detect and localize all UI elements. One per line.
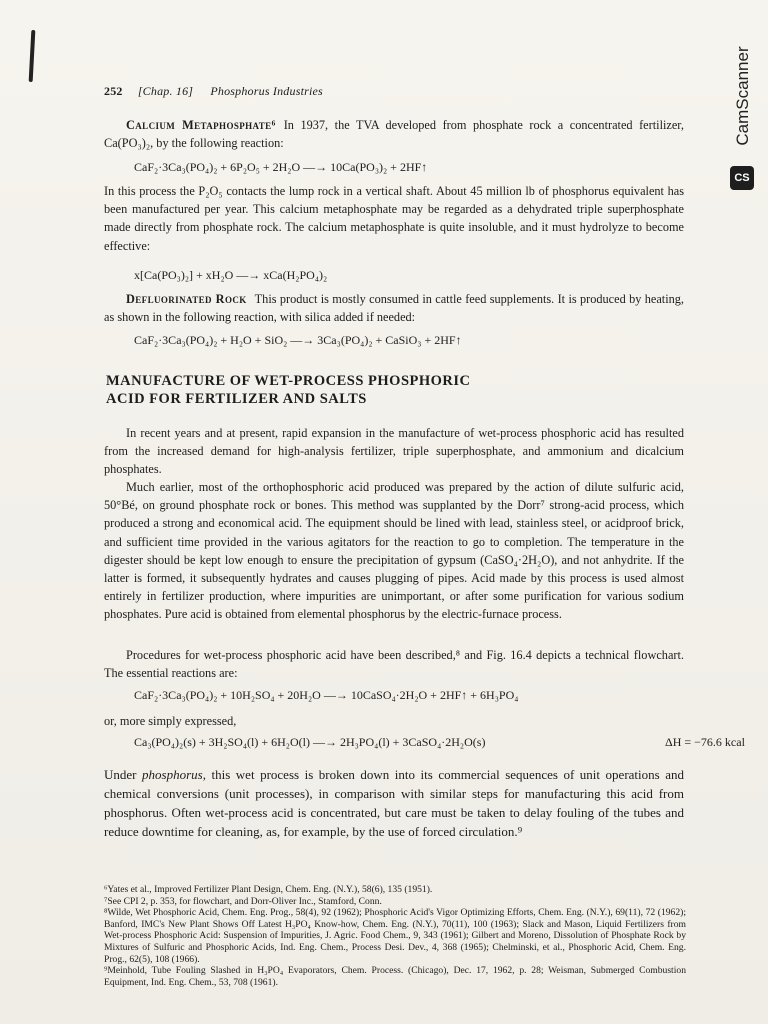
process-paragraph: In this process the P₂O₅ contacts the lump rock in a vertical shaft. About 45 million lb of phosphorus equivalent has been manufactured per year. This calcium metaphosphate may be regarded as a dehydrated triple superphosphate made directly from phosphate rock. The calcium metaphosphate is quite insoluble, and it must hydrolyze to become effective: bbox=[104, 184, 684, 253]
paragraph-text-start: Under bbox=[104, 767, 143, 782]
paragraph-text-rest: this wet process is broken down into its commercial sequences of unit operations and chemical conversions (unit processes), in comparison with similar steps for manufacturing this acid from phosphorus. Often wet-process acid is concentrated, but care must be taken to delay fouling of the tubes and reduce downtime for cleaning, as, for example, by the use of forced circulation.⁹ bbox=[104, 767, 684, 839]
equation-1: CaF₂·3Ca₃(PO₄)₂ + 6P₂O₅ + 2H₂O —→ 10Ca(PO₃)₂ + 2HF↑ bbox=[134, 160, 428, 174]
footnote-9: ⁹Meinhold, Tube Fouling Slashed in H₃PO₄ Evaporators, Chem. Process. (Chicago), Dec. 17, 1962, p. 28; Weisman, Submerged Combustion Equipment, Ind. Eng. Chem., 53, 708 (1961). bbox=[104, 965, 686, 988]
recent-years-paragraph: In recent years and at present, rapid expansion in the manufacture of wet-process phosphoric acid has resulted from the increased demand for high-analysis fertilizer, triple superphosphate, and ammonium and dicalcium phosphates. bbox=[104, 426, 684, 477]
chapter-label: [Chap. 16] bbox=[137, 84, 194, 98]
procedures-paragraph: Procedures for wet-process phosphoric acid have been described,⁸ and Fig. 16.4 depicts a technical flowchart. The essential reactions are: bbox=[104, 648, 684, 681]
camscanner-label: CamScanner bbox=[733, 46, 752, 146]
equation-4: CaF₂·3Ca₃(PO₄)₂ + 10H₂SO₄ + 20H₂O —→ 10CaSO₄·2H₂O + 2HF↑ + 6H₃PO₄ bbox=[134, 688, 519, 702]
book-title: Phosphorus Industries bbox=[210, 84, 323, 98]
calcium-metaphosphate-paragraph bbox=[104, 116, 684, 152]
camscanner-logo-icon: CS bbox=[730, 166, 754, 190]
equation-5: Ca₃(PO₄)₂(s) + 3H₂SO₄(l) + 6H₂O(l) —→ 2H₃PO₄(l) + 3CaSO₄·2H₂O(s) bbox=[134, 735, 486, 749]
camscanner-watermark bbox=[728, 40, 758, 190]
page-number: 252 bbox=[104, 84, 123, 98]
section-lead-defluorinated-rock: Defluorinated Rock bbox=[126, 292, 247, 306]
equation-2: x[Ca(PO₃)₂] + xH₂O —→ xCa(H₂PO₄)₂ bbox=[134, 268, 328, 282]
emphasis-phosphorus: phosphorus, bbox=[142, 767, 206, 782]
or-simply-text: or, more simply expressed, bbox=[104, 714, 237, 728]
dorr-process-paragraph: Much earlier, most of the orthophosphoric acid produced was prepared by the action of dilute sulfuric acid, 50°Bé, on ground phosphate rock or bones. This method was supplanted by the Dorr⁷ strong-acid process, which produced a strong and economical acid. The equipment should be lined with lead, stainless steel, or acidproof brick, and sufficient time provided in the various agitators for the reaction to go to completion. The temperature in the digester should be kept low enough to ensure the precipitation of gypsum (CaSO₄·2H₂O), and not anhydrite. If the latter is formed, it subsequently hydrates and causes plugging of pipes. Acid made by this process is used almost entirely in fertilizer production, where impurities are unimportant, or after some purification for various sodium phosphates. Pure acid is obtained from elemental phosphorus by the electric-furnace process. bbox=[104, 480, 684, 622]
footnotes bbox=[104, 884, 686, 988]
heading-line-1: MANUFACTURE OF WET-PROCESS PHOSPHORIC bbox=[106, 373, 471, 389]
defluorinated-rock-paragraph bbox=[104, 290, 684, 326]
section-heading bbox=[106, 372, 471, 408]
pen-mark bbox=[29, 30, 36, 82]
paragraph-text: This product is mostly consumed in cattle feed supplements. It is produced by heating, as shown in the following reaction, with silica added if needed: bbox=[104, 292, 684, 325]
paragraph-text: In 1937, the TVA developed from phosphate rock a concentrated fertilizer, Ca(PO₃)₂, by the following reaction: bbox=[104, 118, 684, 151]
running-header bbox=[104, 84, 323, 99]
section-lead-calcium-metaphosphate: Calcium Metaphosphate⁶ bbox=[126, 118, 276, 132]
under-phosphorus-paragraph bbox=[104, 765, 684, 841]
equation-3: CaF₂·3Ca₃(PO₄)₂ + H₂O + SiO₂ —→ 3Ca₃(PO₄)₂ + CaSiO₃ + 2HF↑ bbox=[134, 333, 462, 347]
footnote-7: ⁷See CPI 2, p. 353, for flowchart, and Dorr-Oliver Inc., Stamford, Conn. bbox=[104, 895, 382, 907]
enthalpy-value: ΔH = −76.6 kcal bbox=[665, 735, 745, 749]
footnote-8: ⁸Wilde, Wet Phosphoric Acid, Chem. Eng. Prog., 58(4), 92 (1962); Phosphoric Acid's Vigor Optimizing Efforts, Chem. Eng. (N.Y.), 69(11), 72 (1962); Banford, IMC's New Plant Shows Off Latest H₃PO₄ Know-how, Chem. Eng. (N.Y.), 70(11), 100 (1963); Slack and Mason, Liquid Fertilizers from Wet-process Phosphoric Acid: Suspension of Impurities, J. Agric. Food Chem., 9, 343 (1961); Gilbert and Moreno, Dissolution of Phosphate Rock by Mixtures of Sulfuric and Phosphoric Acids, Ind. Eng. Chem., Process Desi. Dev., 4, 368 (1965); Chelminski, et al., Phosphoric Acid, Chem. Eng. Prog., 62(5), 108 (1966). bbox=[104, 907, 686, 965]
footnote-6: ⁶Yates et al., Improved Fertilizer Plant Design, Chem. Eng. (N.Y.), 58(6), 135 (1951). bbox=[104, 884, 433, 895]
heading-line-2: ACID FOR FERTILIZER AND SALTS bbox=[106, 391, 367, 407]
